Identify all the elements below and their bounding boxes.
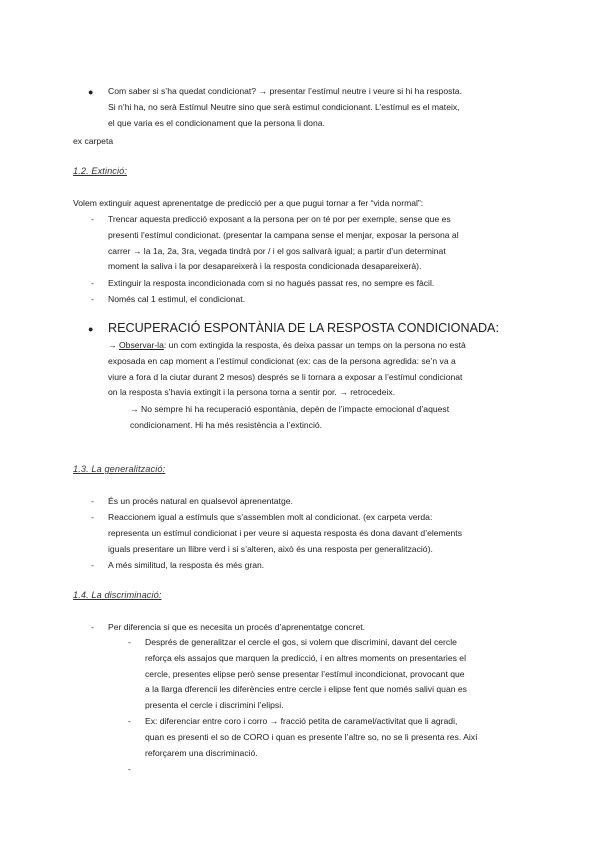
recuperacio-heading: RECUPERACIÓ ESPONTÀNIA DE LA RESPOSTA CONDICIONADA: [108,321,499,335]
condition-check-paragraph [108,84,538,131]
text-line: reforça els assajos que marquen la predicció, i en altres moments on presentaries el [145,652,466,663]
discriminacio-sub-2 [145,714,528,761]
arrow-icon: → [108,340,119,350]
text-line: presenta el cercle i discrimini l’elipsi. [145,700,284,711]
text-line [108,338,528,354]
generalitzacio-item-2 [108,510,528,557]
observar-la-term: Observar-la [118,340,164,350]
extincio-intro: Volem extinguir aquest aprenentatge de predicció per a que pugui tornar a fer “vida normal”: [73,198,424,208]
dash-icon: - [91,560,94,570]
bullet-icon: ● [88,87,94,97]
note-ex-carpeta: ex carpeta [73,136,114,146]
extincio-item-3: Només cal 1 estimul, el condicionat. [108,294,246,304]
dash-icon: - [91,294,94,304]
text-line: a la llarga dferencii les diferències entre cercle i elipse fent que només salivi quan es [145,684,467,695]
text-line: cercle, presentes elipse però sense presentar l’estímul incondicionat, provocant que [145,668,465,679]
dash-icon: - [91,622,94,632]
text-line: Reaccionem igual a estímuls que s’assemblen molt al condicionat. (ex carpeta verda: [108,512,433,522]
text-line: on la resposta s’havia extingit i la persona torna a sentir por. → retrocedeix. [108,387,396,398]
text-fragment: : un com extingida la resposta, és deixa passar un temps on la persona no està [163,340,466,350]
text-line: → No sempre hi ha recuperació espontània, depèn de l’impacte emocional d’aquest [130,404,450,414]
text-line: iguals presentare un llibre verd i si s’alteren, això és una resposta per generalització). [108,543,433,554]
dash-icon: - [91,214,94,224]
extincio-item-2: Extinguir la resposta incondicionada com si no hagués passat res, no sempre es fàcil. [108,278,435,288]
text-line: exposada en cap moment a l’estímul condicionat (ex: cas de la persona agredida: se’n va a [108,355,456,366]
text-line: el que varia es el condicionament que la persona li dona. [108,117,325,128]
generalitzacio-item-1: És un procés natural en qualsevol aprenentatge. [108,496,293,506]
text-line: Ex: diferenciar entre coro i corro → fracció petita de caramel/activitat que li agradi, [145,716,458,726]
dash-icon: - [91,512,94,522]
text-line: reforçarem una discriminació. [145,747,258,758]
text-line: Com saber si s’ha quedat condicionat? → presentar l’estímul neutre i veure si hi ha resposta. [108,86,462,96]
text-line: moment la saliva i la por desapareixerà i la resposta condicionada desapareixerà). [108,261,422,272]
section-heading-extincio: 1.2. Extinció: [73,166,127,176]
text-line: viure a fora d la ciutar durant 2 mesos) després se li tornara a exposar a l’estímul condicionat [108,371,463,382]
discriminacio-item-1: Per diferencia si que es necesita un procés d’aprenentatge concret. [108,622,366,632]
section-heading-discriminacio: 1.4. La discriminació: [73,590,162,600]
recuperacio-paragraph [108,338,528,401]
dash-icon: - [128,637,131,647]
recuperacio-subnote [130,402,528,434]
text-line: quan es presenti el so de CORO i quan es presente l’altre so, no se li presenta res. Així [145,731,478,742]
dash-icon: - [91,278,94,288]
text-line: Després de generalitzar el cercle el gos, si volem que discrimini, davant del cercle [145,637,457,647]
text-line: Si n’hi ha, no serà Estímul Neutre sino que serà estimul condicionant. L’estímul es el mateix, [108,101,460,112]
text-line: condicionament. Hi ha més resistència a l’extinció. [130,419,323,430]
text-line: carrer → la 1a, 2a, 3ra, vegada tindrà por / i el gos salivarà igual; a partir d’un determinat [108,245,446,256]
text-line: presenti l’estímul condicionat. (presentar la campana sense el menjar, exposar la persona al [108,229,459,240]
generalitzacio-item-3: A més similitud, la resposta és més gran. [108,560,265,570]
dash-icon: - [91,496,94,506]
dash-icon: - [128,716,131,726]
text-line: Trencar aquesta predicció exposant a la persona per on té por per exemple, sense que es [108,214,451,224]
discriminacio-sub-1 [145,635,528,714]
bullet-icon: ● [88,324,94,334]
extincio-item-1 [108,212,528,275]
dash-icon: - [128,764,131,774]
section-heading-generalitzacio: 1.3. La generalització: [73,464,166,474]
text-line: representa un estímul condicionat i per veure si aquesta resposta és dona davant d’elements [108,527,462,538]
